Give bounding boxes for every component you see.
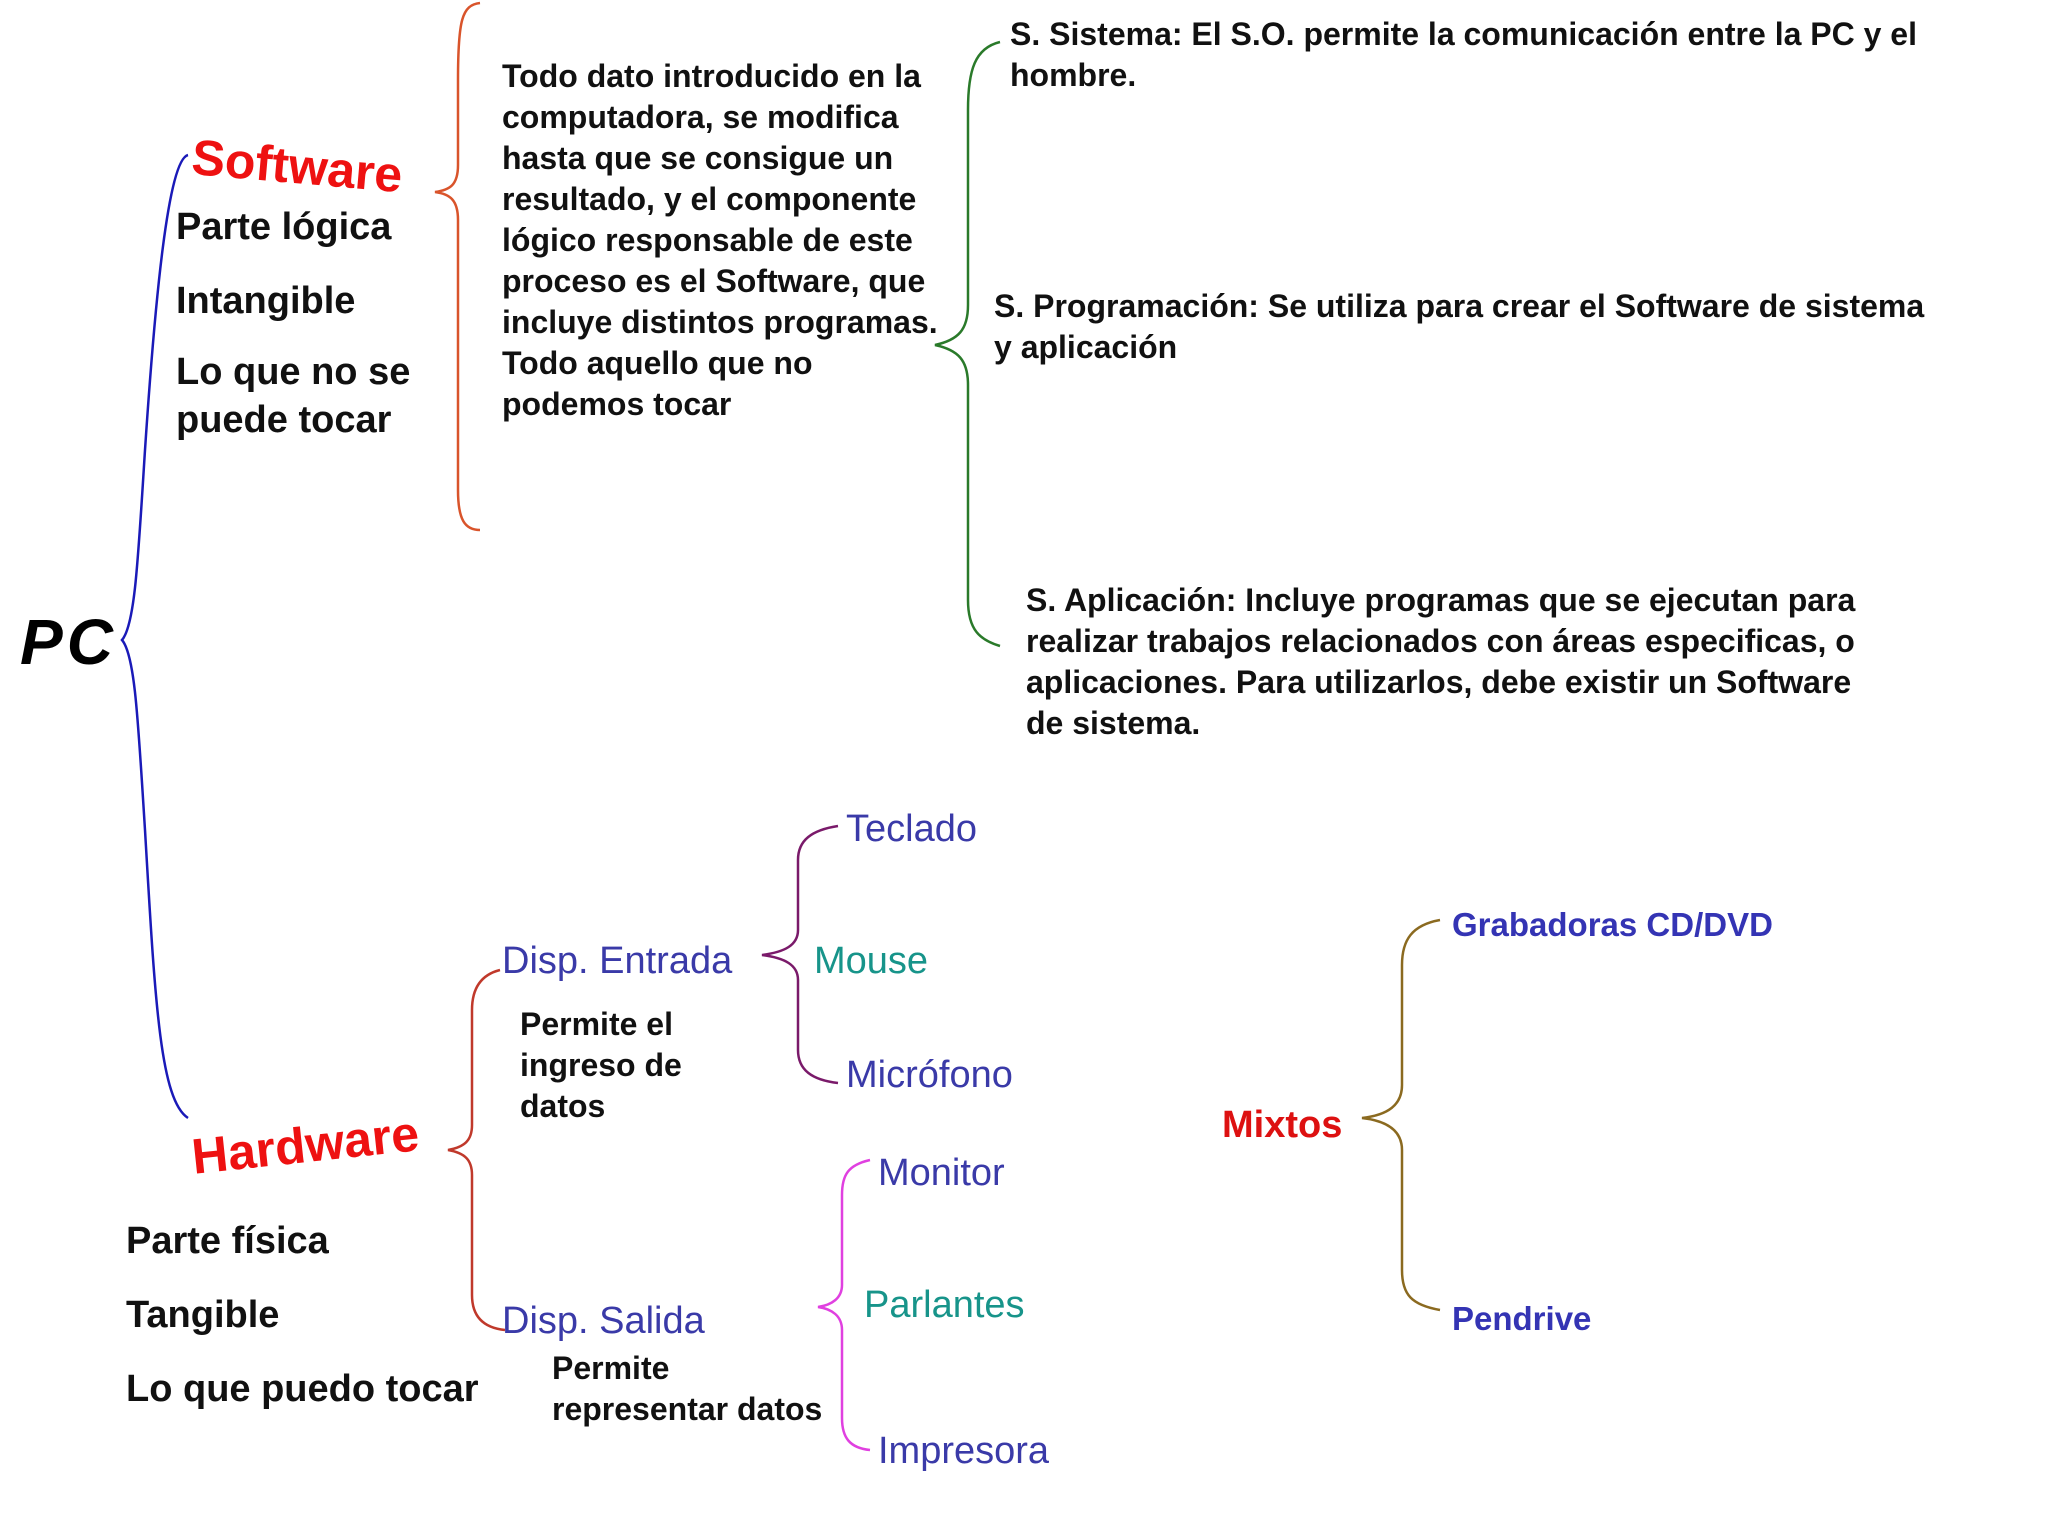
mixed-device-pendrive: Pendrive (1452, 1300, 1592, 1337)
hardware-title: Hardware (189, 1105, 422, 1185)
software-type-system: S. Sistema: El S.O. permite la comunicación entre la PC y el hombre. (1010, 16, 1917, 93)
output-devices-description: Permite representar datos (552, 1350, 823, 1427)
software-prop-intangible: Intangible (176, 280, 356, 322)
software-types-brace (935, 42, 1000, 646)
software-type-application: S. Aplicación: Incluye programas que se ejecutan para realizar trabajos relacionados con áreas especificas, o aplicaciones. Para utilizarlos, debe existir un Software de sistema. (1026, 582, 1856, 741)
root-node-pc: PC (20, 606, 117, 678)
input-device-microphone: Micrófono (846, 1054, 1013, 1096)
input-device-keyboard: Teclado (846, 808, 977, 850)
software-prop-untouchable: Lo que no se puede tocar (176, 351, 411, 441)
hardware-prop-tangible: Tangible (126, 1294, 280, 1336)
input-devices-description: Permite el ingreso de datos (520, 1006, 682, 1124)
output-devices-label: Disp. Salida (502, 1300, 705, 1342)
software-title: Software (189, 129, 405, 204)
software-brace (435, 3, 480, 530)
software-description: Todo dato introducido en la computadora, se modifica hasta que se consigue un resultado, y el componente lógico responsable de este proceso es el Software, que incluye distintos programas. Todo aquello que no podemos tocar (502, 58, 938, 422)
input-device-mouse: Mouse (814, 940, 929, 982)
mixed-brace (1362, 920, 1440, 1310)
software-type-programming: S. Programación: Se utiliza para crear el Software de sistema y aplicación (994, 288, 1925, 365)
hardware-prop-touchable: Lo que puedo tocar (126, 1368, 479, 1410)
mixed-devices-label: Mixtos (1222, 1104, 1343, 1146)
output-device-speakers: Parlantes (864, 1284, 1025, 1326)
mixed-device-recorders: Grabadoras CD/DVD (1452, 906, 1773, 943)
output-device-printer: Impresora (878, 1430, 1050, 1472)
input-devices-label: Disp. Entrada (502, 940, 733, 982)
output-device-monitor: Monitor (878, 1152, 1005, 1194)
hardware-brace (448, 970, 505, 1330)
software-prop-logical: Parte lógica (176, 206, 392, 248)
hardware-prop-physical: Parte física (126, 1220, 329, 1262)
